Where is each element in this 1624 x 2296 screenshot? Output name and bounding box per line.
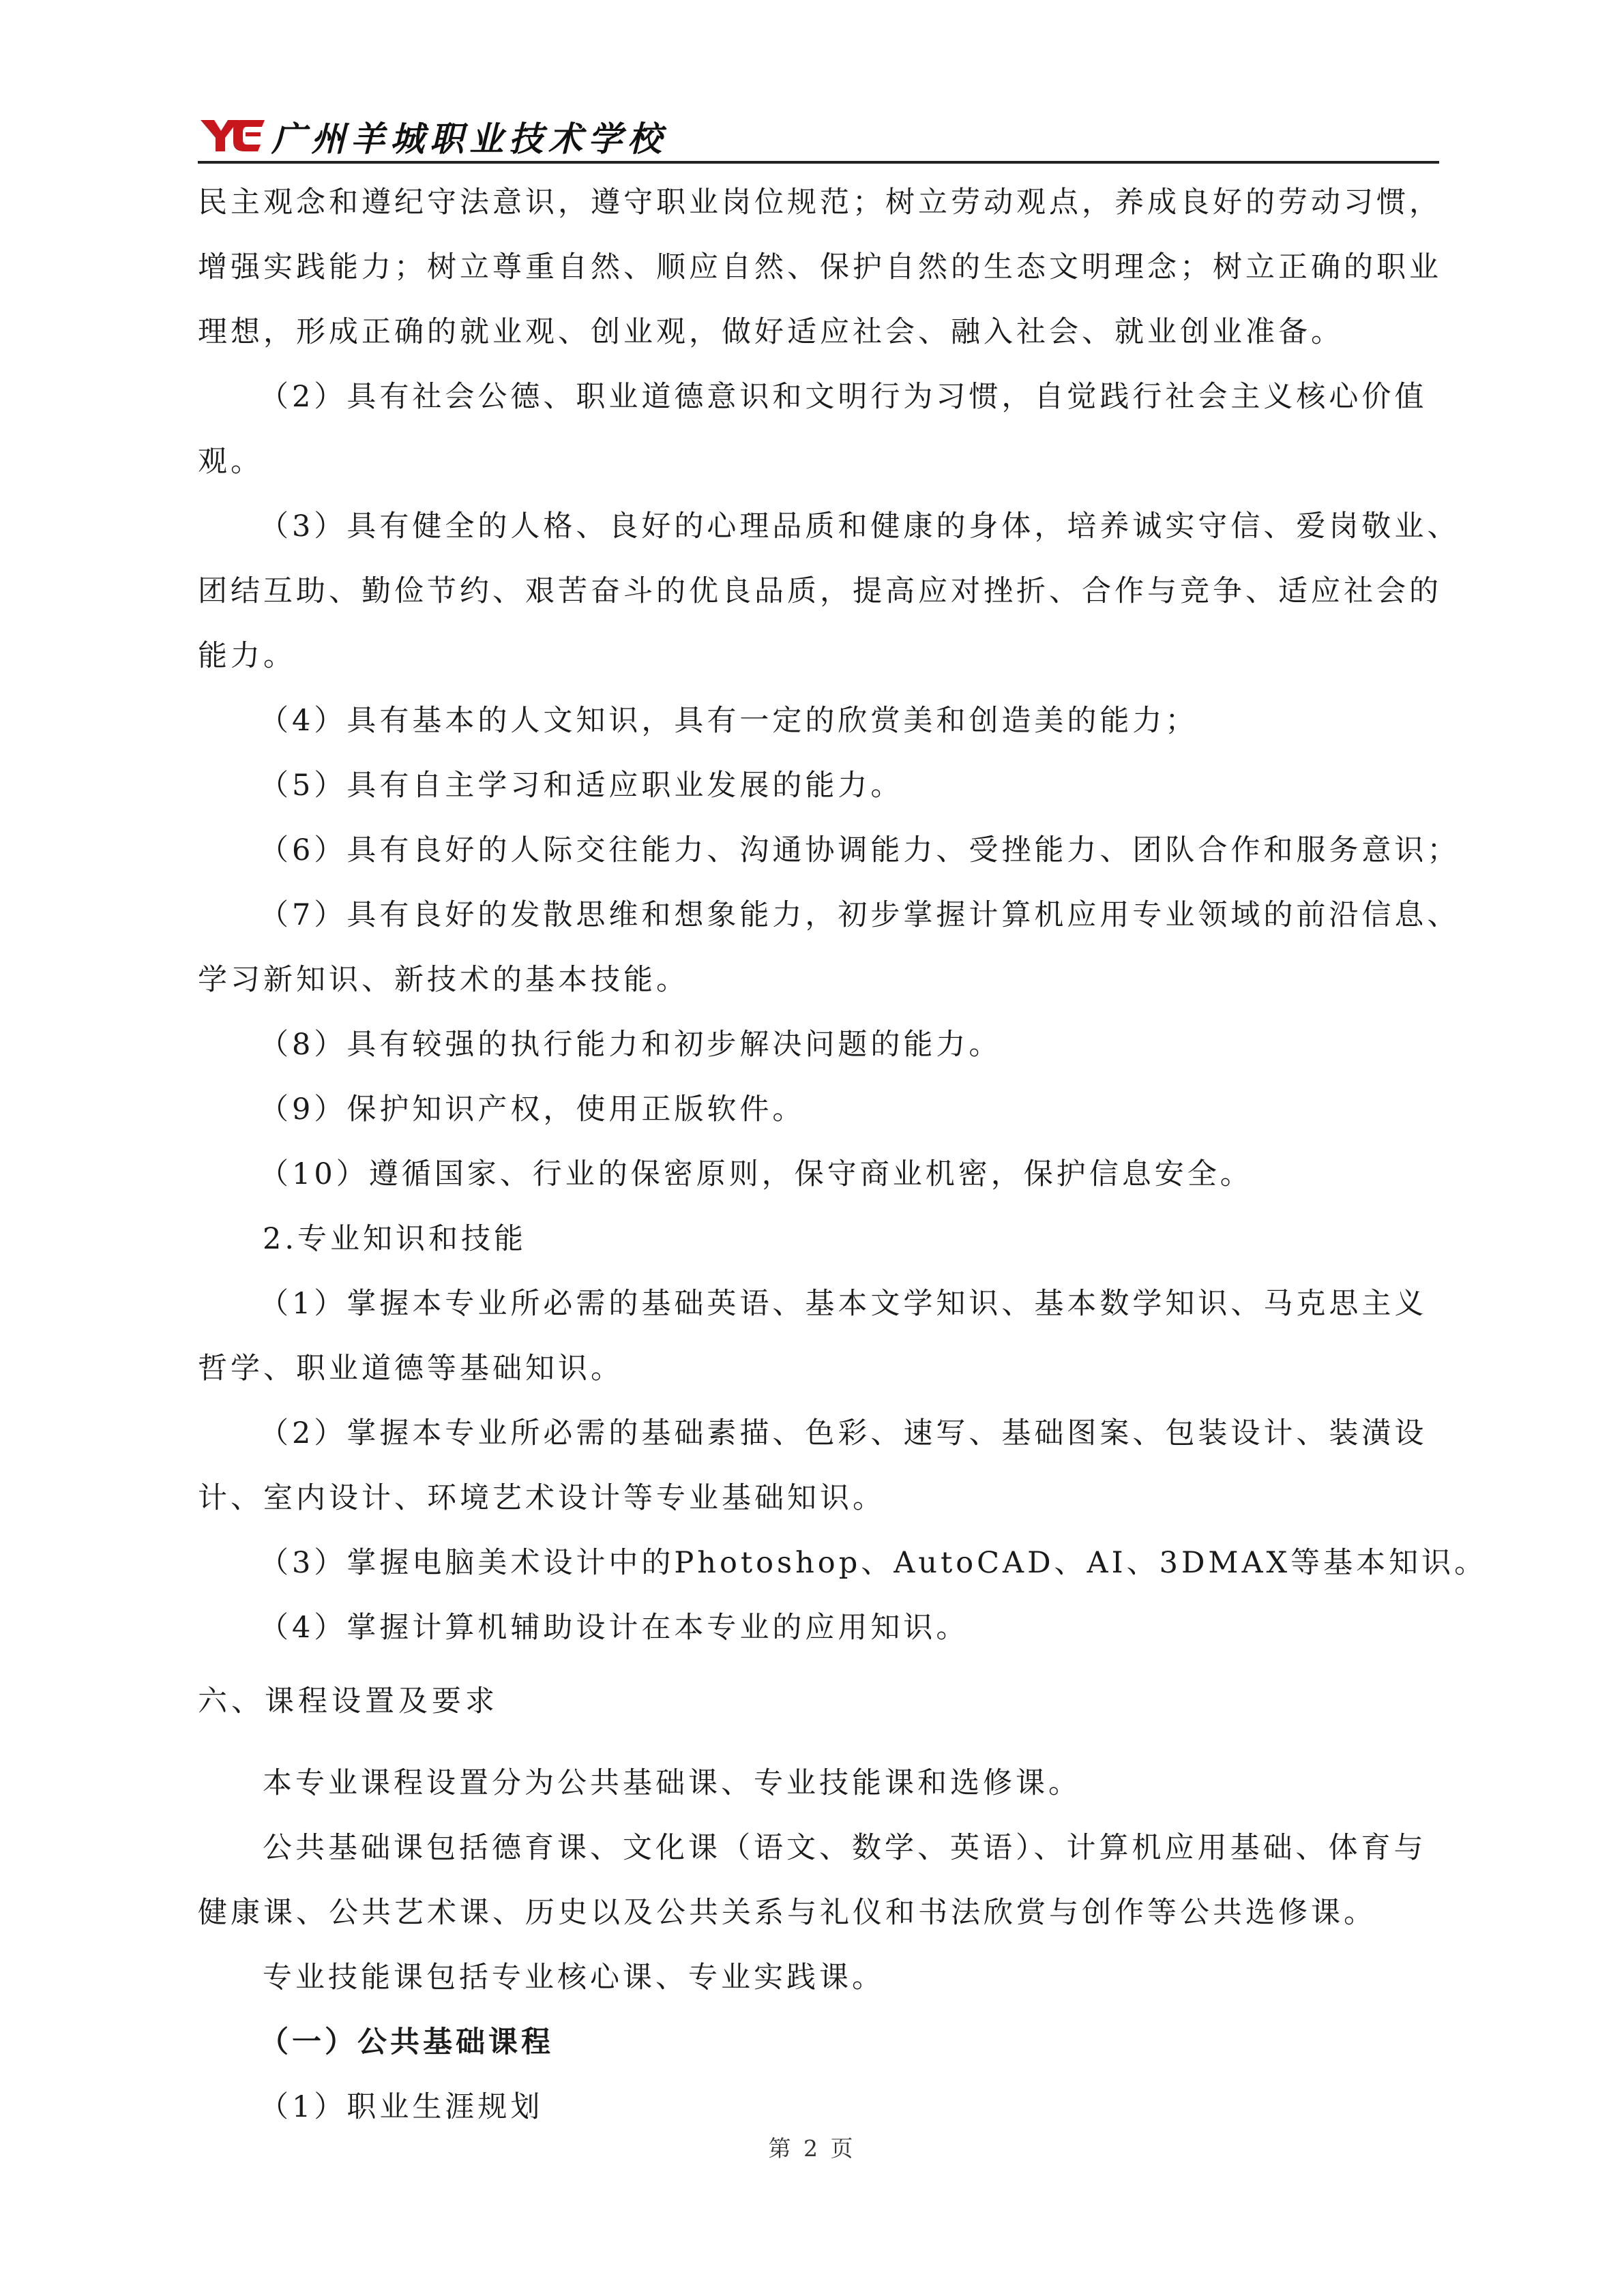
section-heading: 六、课程设置及要求 — [198, 1684, 499, 1718]
body-line: 健康课、公共艺术课、历史以及公共关系与礼仪和书法欣赏与创作等公共选修课。 — [198, 1896, 1376, 1930]
body-line: （1）掌握本专业所必需的基础英语、基本文学知识、基本数学知识、马克思主义 — [259, 1287, 1428, 1321]
body-line: （7）具有良好的发散思维和想象能力，初步掌握计算机应用专业领域的前沿信息、 — [259, 898, 1460, 932]
subsection-heading: （一）公共基础课程 — [259, 2025, 554, 2059]
body-line: 能力。 — [198, 639, 296, 673]
body-line: 增强实践能力；树立尊重自然、顺应自然、保护自然的生态文明理念；树立正确的职业 — [198, 250, 1442, 284]
body-line: 专业技能课包括专业核心课、专业实践课。 — [263, 1960, 885, 1995]
body-line: （4）具有基本的人文知识，具有一定的欣赏美和创造美的能力； — [259, 704, 1198, 738]
header-divider — [198, 161, 1439, 164]
body-line: （2）具有社会公德、职业道德意识和文明行为习惯，自觉践行社会主义核心价值 — [259, 380, 1428, 414]
body-line: 哲学、职业道德等基础知识。 — [198, 1352, 623, 1386]
body-line: 本专业课程设置分为公共基础课、专业技能课和选修课。 — [263, 1766, 1081, 1800]
body-line: 学习新知识、新技术的基本技能。 — [198, 963, 689, 997]
page-number: 第 2 页 — [768, 2135, 856, 2162]
body-line: （3）掌握电脑美术设计中的Photoshop、AutoCAD、AI、3DMAX等基本知识。 — [259, 1546, 1488, 1580]
school-name: 广州羊城职业技术学校 — [271, 119, 667, 159]
body-line: 团结互助、勤俭节约、艰苦奋斗的优良品质，提高应对挫折、合作与竞争、适应社会的 — [198, 574, 1442, 608]
body-line: （9）保护知识产权，使用正版软件。 — [259, 1092, 806, 1127]
body-line: （3）具有健全的人格、良好的心理品质和健康的身体，培养诚实守信、爱岗敬业、 — [259, 509, 1460, 543]
section-subheading: 2.专业知识和技能 — [263, 1222, 527, 1256]
body-line: （10）遵循国家、行业的保密原则，保守商业机密，保护信息安全。 — [259, 1157, 1253, 1191]
body-line: 公共基础课包括德育课、文化课（语文、数学、英语）、计算机应用基础、体育与 — [263, 1831, 1427, 1865]
body-line: 计、室内设计、环境艺术设计等专业基础知识。 — [198, 1481, 885, 1515]
body-line: （8）具有较强的执行能力和初步解决问题的能力。 — [259, 1028, 1002, 1062]
body-line: （4）掌握计算机辅助设计在本专业的应用知识。 — [259, 1611, 969, 1645]
body-line: （5）具有自主学习和适应职业发展的能力。 — [259, 769, 904, 803]
page-header — [198, 109, 1439, 164]
body-line: 民主观念和遵纪守法意识，遵守职业岗位规范；树立劳动观点，养成良好的劳动习惯， — [198, 185, 1442, 220]
body-line: （6）具有良好的人际交往能力、沟通协调能力、受挫能力、团队合作和服务意识； — [259, 833, 1460, 867]
body-line: 理想，形成正确的就业观、创业观，做好适应社会、融入社会、就业创业准备。 — [198, 315, 1344, 349]
school-logo-icon — [198, 115, 266, 155]
body-line: （2）掌握本专业所必需的基础素描、色彩、速写、基础图案、包装设计、装潢设 — [259, 1416, 1428, 1450]
body-line: （1）职业生涯规划 — [259, 2090, 544, 2124]
body-line: 观。 — [198, 445, 263, 479]
